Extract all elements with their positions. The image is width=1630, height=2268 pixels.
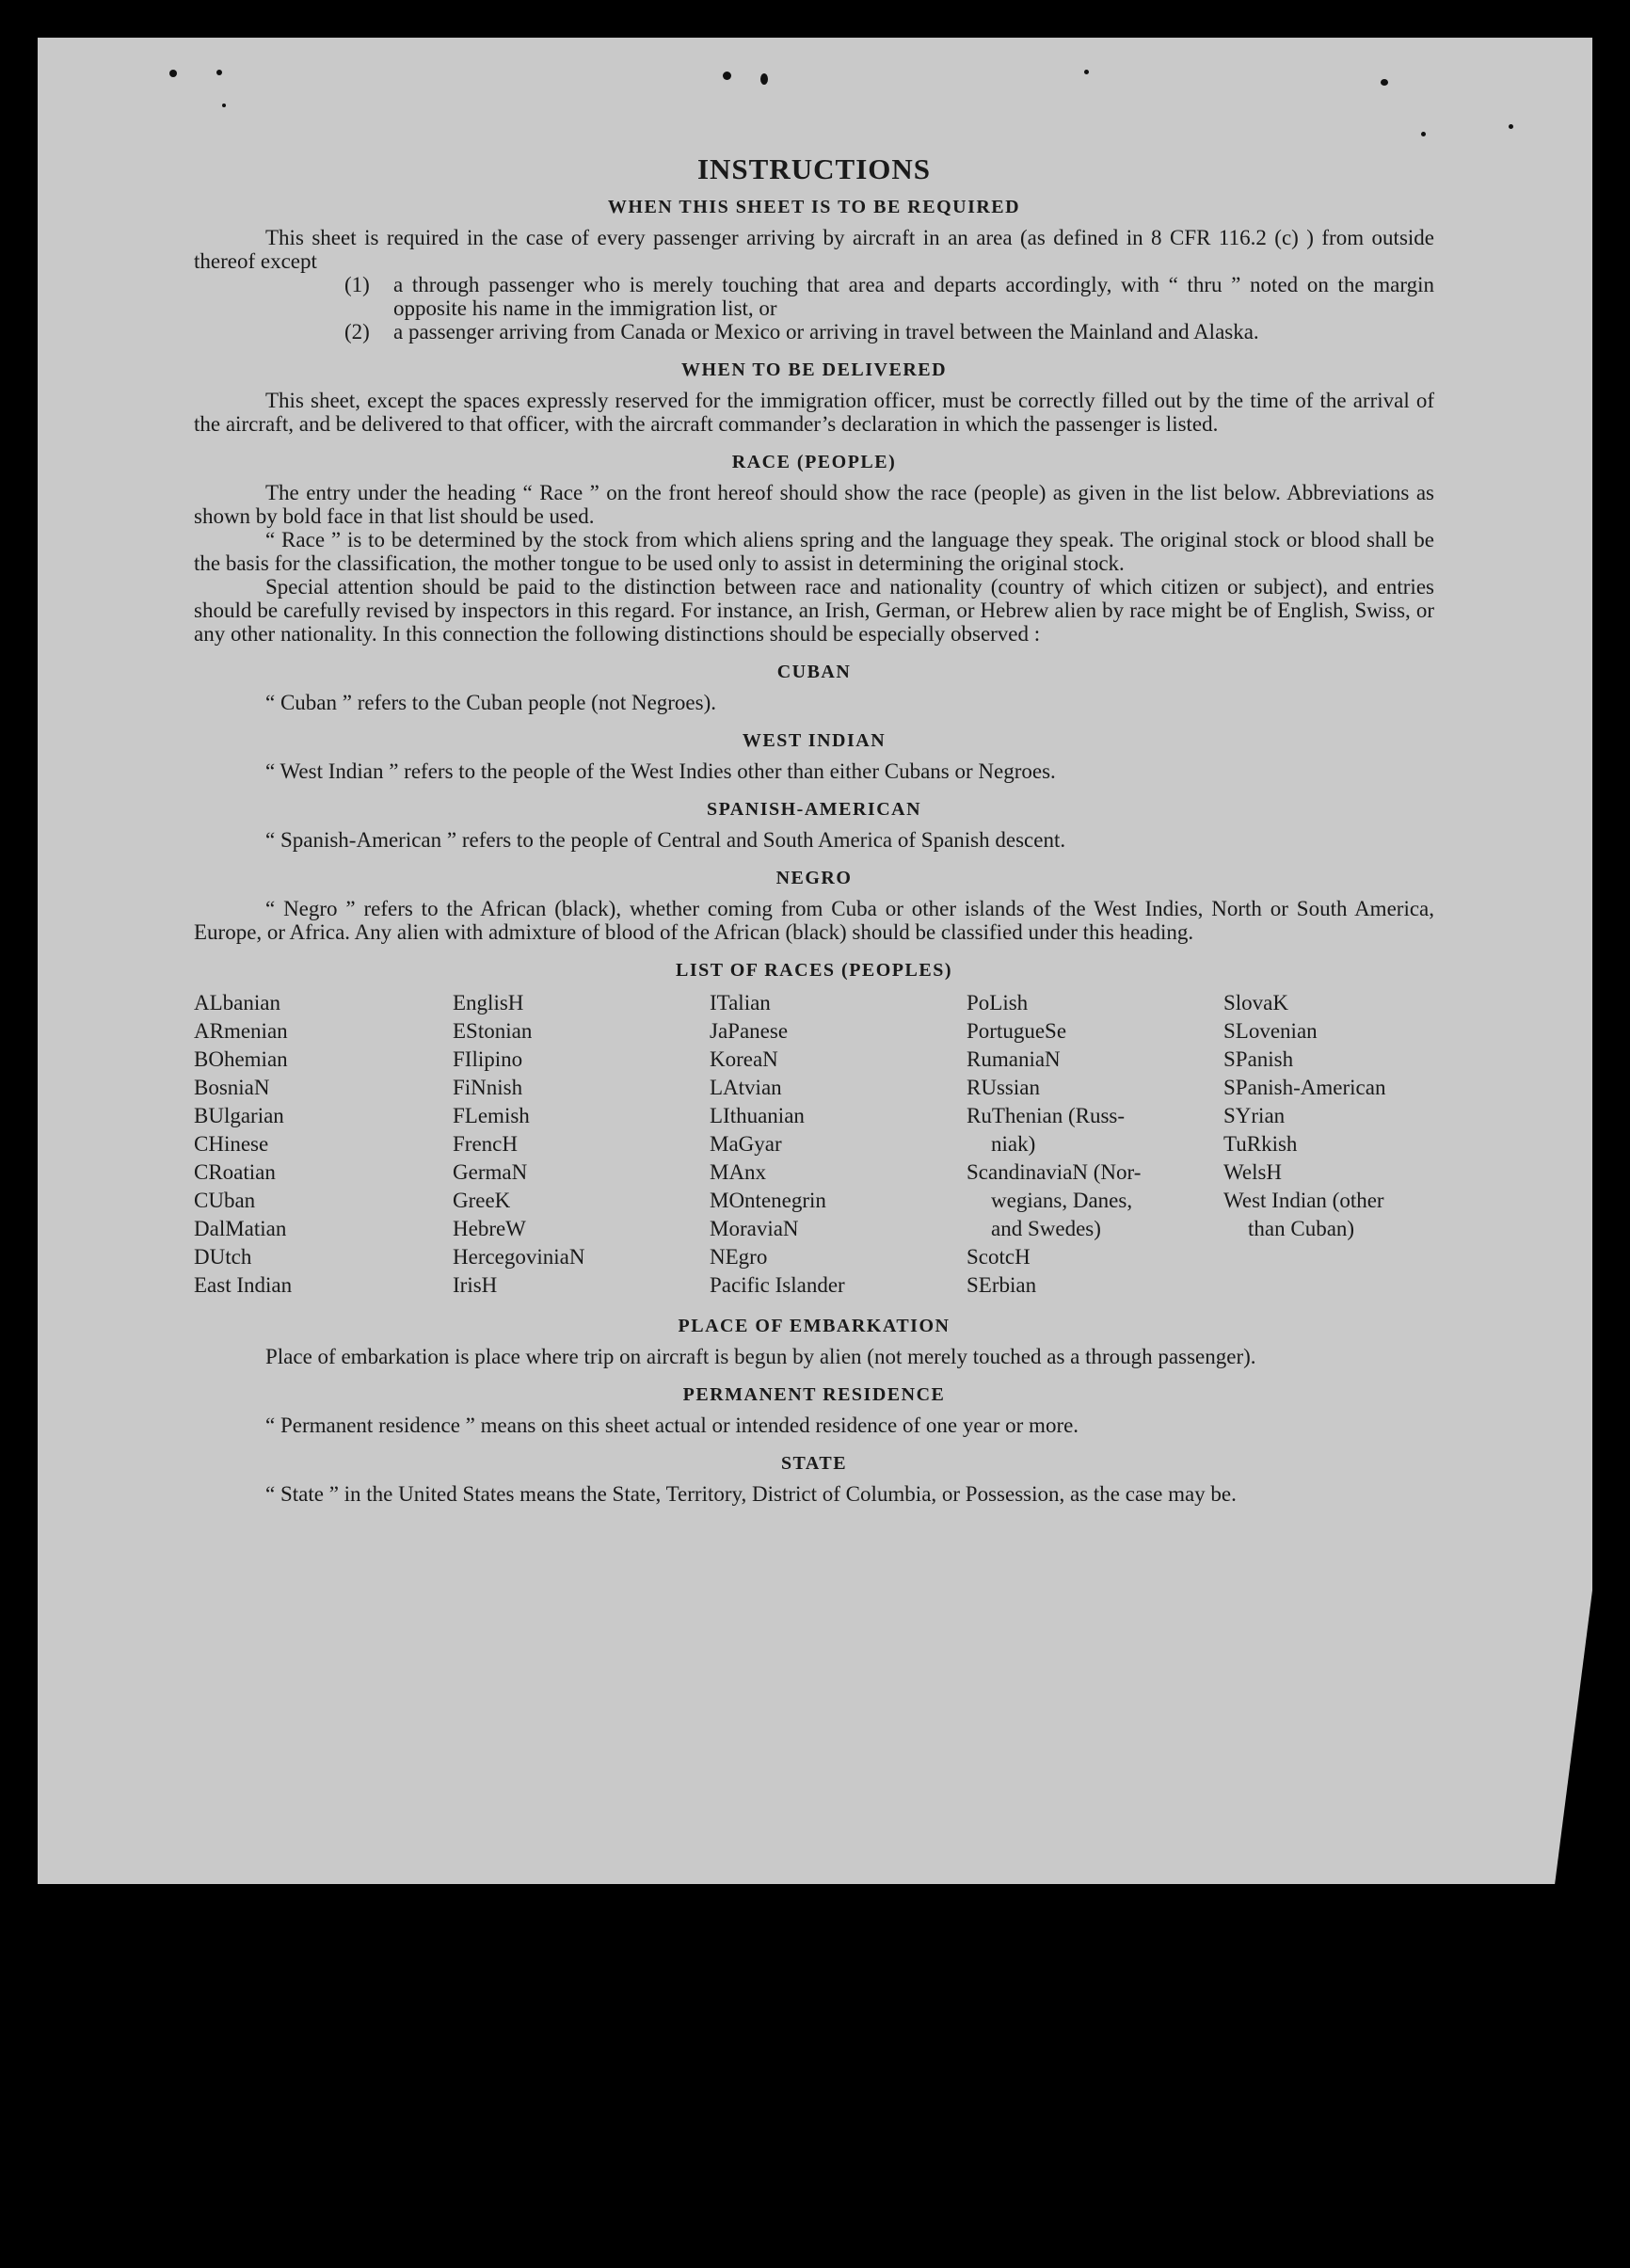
section-heading: WEST INDIAN (742, 730, 887, 751)
item-text: a through passenger who is merely touching that area and departs accordingly, with “ thru ” noted on the margin opposite his name in the immigration list, or (393, 273, 1434, 320)
paragraph: “ Race ” is to be determined by the stock from which aliens spring and the language they speak. The original stock or blood shall be the basis for the classification, the mother tongue to be used only to assist in determining the original stock. (194, 528, 1434, 575)
race-entry: ScandinaviaN (Nor- (967, 1160, 1142, 1184)
race-entry: West Indian (other (1223, 1189, 1384, 1212)
race-entry: SErbian (967, 1273, 1037, 1297)
item-number: (1) (344, 273, 370, 296)
paragraph: “ Cuban ” refers to the Cuban people (not Negroes). (265, 691, 717, 714)
scan-speck (723, 72, 731, 80)
race-entry: SPanish-American (1223, 1076, 1386, 1099)
race-entry: and Swedes) (991, 1217, 1101, 1240)
race-entry: ALbanian (194, 991, 280, 1014)
race-entry: wegians, Danes, (991, 1189, 1133, 1212)
race-entry: MaGyar (710, 1132, 782, 1156)
instructions-content (194, 152, 1434, 1506)
race-entry: WelsH (1223, 1160, 1283, 1184)
section-heading: STATE (780, 1453, 848, 1474)
race-entry: SYrian (1223, 1104, 1286, 1127)
race-entry: EnglisH (453, 991, 524, 1014)
race-entry: NEgro (710, 1245, 768, 1269)
race-entry: ScotcH (967, 1245, 1031, 1269)
race-entry: GermaN (453, 1160, 528, 1184)
races-column (967, 989, 1223, 1300)
section-heading: NEGRO (775, 868, 853, 888)
scan-speck (216, 70, 222, 75)
race-entry: than Cuban) (1248, 1217, 1355, 1240)
section-heading: SPANISH-AMERICAN (706, 799, 922, 820)
paragraph: Special attention should be paid to the distinction between race and nationality (country of which citizen or subject), and entries should be carefully revised by inspectors in this regard. For instance, an Irish, German, or Hebrew alien by race might be of English, Swiss, or any other nationality. In this connection the following distinctions should be especially observed : (194, 575, 1434, 646)
race-entry: CRoatian (194, 1160, 276, 1184)
race-entry: TuRkish (1223, 1132, 1298, 1156)
races-column (453, 989, 710, 1300)
paragraph: This sheet, except the spaces expressly reserved for the immigration officer, must be correctly filled out by the time of the arrival of the aircraft, and be delivered to that officer, with the aircraft commander’s declaration in which the passenger is listed. (194, 389, 1434, 436)
paragraph: The entry under the heading “ Race ” on the front hereof should show the race (people) as given in the list below. Abbreviations as shown by bold face in that list should be used. (194, 481, 1434, 528)
item-text: a passenger arriving from Canada or Mexico or arriving in travel between the Mainland and Alaska. (393, 320, 1259, 343)
race-entry: RuThenian (Russ- (967, 1104, 1126, 1127)
race-entry: FIlipino (453, 1047, 523, 1071)
race-entry: MOntenegrin (710, 1189, 826, 1212)
paragraph: “ State ” in the United States means the State, Territory, District of Columbia, or Possession, as the case may be. (265, 1482, 1237, 1506)
section-heading: WHEN THIS SHEET IS TO BE REQUIRED (607, 197, 1021, 217)
race-entry: DalMatian (194, 1217, 287, 1240)
races-column (1223, 989, 1434, 1300)
paragraph: This sheet is required in the case of every passenger arriving by aircraft in an area (as defined in 8 CFR 116.2 (c) ) from outside thereof except (194, 226, 1434, 273)
race-entry: PoLish (967, 991, 1029, 1014)
race-entry: LAtvian (710, 1076, 782, 1099)
race-entry: RumaniaN (967, 1047, 1061, 1071)
race-entry: niak) (991, 1132, 1036, 1156)
paragraph: Place of embarkation is place where trip on aircraft is begun by alien (not merely touched as a through passenger). (265, 1345, 1256, 1368)
race-entry: MAnx (710, 1160, 767, 1184)
paragraph: “ Negro ” refers to the African (black), whether coming from Cuba or other islands of the West Indies, North or South America, Europe, or Africa. Any alien with admixture of blood of the African (black) should be classified under this heading. (194, 897, 1434, 944)
race-entry: Pacific Islander (710, 1273, 845, 1297)
races-column (194, 989, 453, 1300)
race-entry: JaPanese (710, 1019, 789, 1043)
races-column (710, 989, 967, 1300)
race-entry: CHinese (194, 1132, 269, 1156)
item-number: (2) (344, 320, 370, 343)
race-entry: EStonian (453, 1019, 533, 1043)
section-heading: PLACE OF EMBARKATION (678, 1316, 951, 1336)
paragraph: “ Permanent residence ” means on this sheet actual or intended residence of one year or more. (265, 1414, 1079, 1437)
paragraph: “ West Indian ” refers to the people of the West Indies other than either Cubans or Negroes. (265, 759, 1056, 783)
scan-speck (1421, 132, 1426, 136)
race-entry: BUlgarian (194, 1104, 284, 1127)
paragraph: “ Spanish-American ” refers to the people of Central and South America of Spanish descent. (265, 828, 1066, 852)
race-entry: GreeK (453, 1189, 511, 1212)
section-heading: PERMANENT RESIDENCE (682, 1384, 946, 1405)
race-entry: MoraviaN (710, 1217, 799, 1240)
scan-speck (760, 73, 768, 85)
race-entry: ITalian (710, 991, 771, 1014)
list-item (194, 273, 1434, 320)
race-entry: KoreaN (710, 1047, 778, 1071)
race-entry: FLemish (453, 1104, 530, 1127)
race-entry: BosniaN (194, 1076, 270, 1099)
race-entry: FiNnish (453, 1076, 523, 1099)
race-entry: CUban (194, 1189, 256, 1212)
race-entry: FrencH (453, 1132, 518, 1156)
race-entry: LIthuanian (710, 1104, 805, 1127)
race-entry: BOhemian (194, 1047, 288, 1071)
section-heading: CUBAN (776, 662, 852, 682)
race-entry: DUtch (194, 1245, 252, 1269)
race-entry: RUssian (967, 1076, 1040, 1099)
race-entry: SPanish (1223, 1047, 1294, 1071)
race-entry: ARmenian (194, 1019, 288, 1043)
races-table (194, 989, 1434, 1300)
race-entry: East Indian (194, 1273, 293, 1297)
scan-speck (1084, 70, 1089, 74)
race-entry: SLovenian (1223, 1019, 1318, 1043)
section-heading: RACE (PEOPLE) (731, 452, 897, 472)
race-entry: IrisH (453, 1273, 498, 1297)
scan-speck (1509, 124, 1513, 129)
section-heading: LIST OF RACES (PEOPLES) (675, 960, 952, 981)
race-entry: HercegoviniaN (453, 1245, 585, 1269)
scan-speck (1381, 79, 1388, 86)
page-title: INSTRUCTIONS (696, 152, 931, 185)
section-heading: WHEN TO BE DELIVERED (680, 359, 948, 380)
list-item (194, 320, 1434, 343)
race-entry: HebreW (453, 1217, 526, 1240)
scan-speck (222, 104, 226, 107)
race-entry: PortugueSe (967, 1019, 1067, 1043)
race-entry: SlovaK (1223, 991, 1288, 1014)
scan-speck (169, 70, 177, 77)
